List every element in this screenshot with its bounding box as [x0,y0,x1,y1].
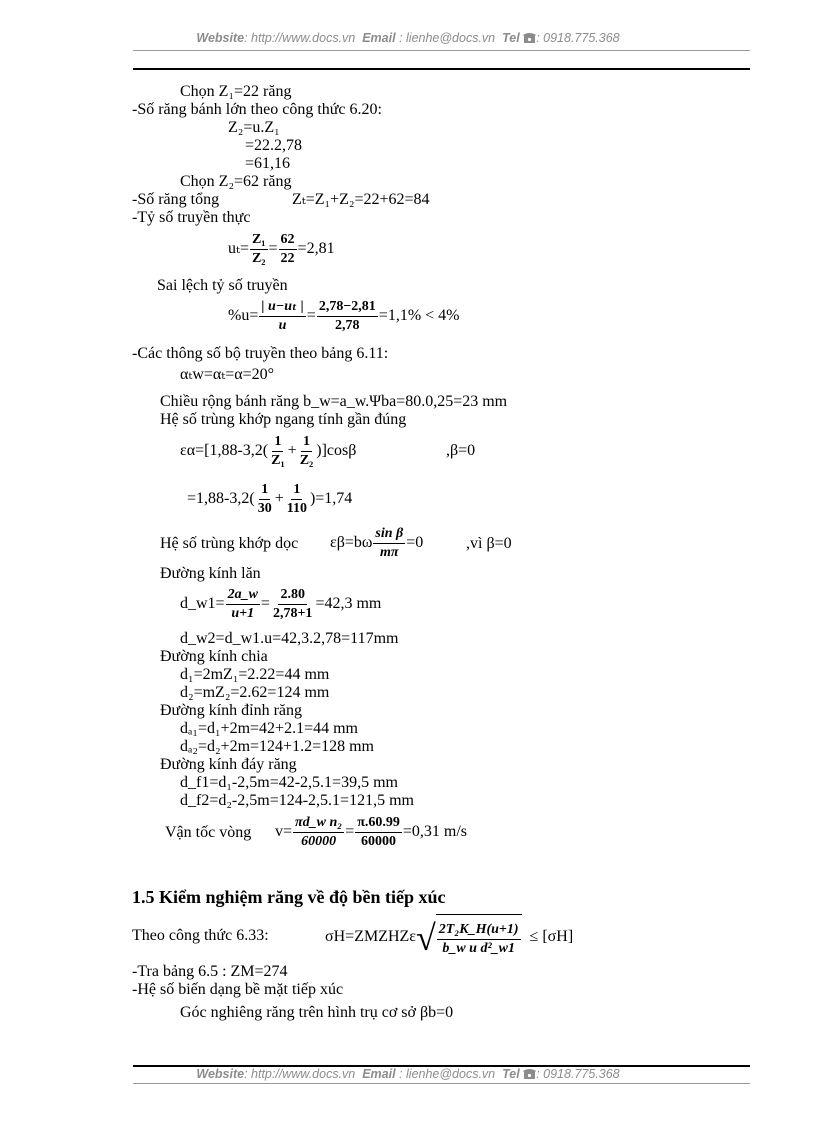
fraction [437,922,521,957]
square-root [416,914,522,961]
text-line: Z₂=u.Z₁ [228,119,280,136]
text-line: Chọn Z₁=22 răng [180,83,292,100]
text-line: Đường kính đáy răng [160,756,297,773]
fraction-numerator: sin β [373,526,405,544]
text-line: -Hệ số biến dạng bề mặt tiếp xúc [132,981,344,998]
tel-number: : 0918.775.368 [536,1067,620,1081]
text-line: dₐ₂=d₂+2m=124+1.2=128 mm [180,738,374,755]
fraction-numerator: 1 [291,482,302,500]
fraction [298,434,316,469]
fraction-denominator: u [278,317,287,333]
text-line: d_w2=d_w1.u=42,3.2,78=117mm [180,630,399,647]
fraction-denominator: 30 [257,500,272,516]
formula-text: =0 [406,534,424,551]
fraction [279,232,297,267]
fraction [226,587,260,622]
formula-text: =1,88-3,2( [187,490,255,507]
formula-dw1: d_w1= $\frac{2a\_w}{u+1}$ = $\frac{2.80}{2,78+1}$ =42,3 mm [180,586,382,621]
formula-text: %u= [228,307,259,324]
formula-text: v= [275,823,293,840]
formula-text: d_w1= [180,595,225,612]
fraction-denominator: 2,78 [335,317,360,333]
text-line: Đường kính lăn [160,565,261,582]
formula-text: )=1,74 [309,490,353,507]
text-line: Theo công thức 6.33: [132,927,269,944]
header-thick-rule [133,68,750,70]
text-line: Sai lệch tỷ số truyền [157,277,288,294]
fraction-denominator: 60000 [361,833,397,849]
formula-sigma-h [325,914,573,961]
text-line: dₐ₁=d₁+2m=42+2.1=44 mm [180,720,358,737]
fraction [285,482,309,517]
fraction [271,587,314,622]
formula-text: σH=ZMZHZε [325,928,417,946]
formula-du: %u= $\frac{\text{| u−uₜ |}}{u}$ = $\frac{2,78-2,81}{2,78}$ =1,1% < 4% [228,298,460,333]
text-line: d₂=mZ₂=2.62=124 mm [180,684,330,701]
fraction-numerator: 1 [301,434,312,452]
website-url: : http://www.docs.vn [244,1067,356,1081]
fraction [259,299,305,334]
text-line: =61,16 [245,155,291,172]
formula-text: =2,81 [297,240,335,257]
telephone-icon [523,1068,536,1079]
text-line: -Tỷ số truyền thực [132,209,251,226]
formula-text: ≤ [σH] [529,928,574,946]
fraction-denominator: b_w u d²_w1 [442,940,515,956]
fraction-denominator: Z₁ [271,452,285,468]
text-line: Chọn Z₂=62 răng [180,173,292,190]
fraction-numerator: 2a_w [226,587,260,605]
fraction-denominator: 22 [280,250,295,266]
formula-text: =0,31 m/s [402,823,468,840]
formula-epsilon-alpha: εα=[1,88-3,2( $\frac{1}{\text{Z₁}}$ + $\frac{1}{\text{Z₂}}$ )]cosβ [180,433,357,468]
website-label: Website [196,1067,245,1081]
formula-epsilon-value: =1,88-3,2( $\frac{1}{30}$ + $\frac{1}{110}$ )=1,74 [187,481,353,516]
fraction-denominator: 110 [286,500,307,516]
fraction-denominator: 2,78+1 [272,605,313,621]
formula-text: =42,3 mm [315,595,382,612]
text-line: d₁=2mZ₁=2.22=44 mm [180,666,330,683]
fraction [373,526,405,561]
formula-text: uₜ= [228,240,249,257]
fraction-denominator: Z₂ [251,250,266,266]
fraction-numerator: Z₁ [250,232,268,250]
formula-text: )]cosβ [316,442,357,459]
formula-ut: uₜ= $\frac{\text{Z₁}}{\text{Z₂}}$ = $\frac{62}{22}$ =2,81 [228,231,335,266]
fraction [317,299,378,334]
text-line: -Tra bảng 6.5 : ZM=274 [132,963,288,980]
website-url: : http://www.docs.vn [244,31,356,45]
text-line: Hệ số trùng khớp ngang tính gần đúng [160,411,407,428]
text-line: Góc nghiêng răng trên hình trụ cơ sở βb=0 [180,1004,454,1021]
formula-epsilon-beta [330,522,423,564]
fraction-numerator: 62 [279,232,297,250]
fraction-denominator: u+1 [231,605,255,621]
fraction-numerator: 2T₂K_H(u+1) [437,922,521,940]
text-line: Zₜ=Z₁+Z₂=22+62=84 [292,191,430,208]
text-line: Hệ số trùng khớp dọc [160,535,299,552]
text-line: Chiều rộng bánh răng b_w=a_w.Ψba=80.0,25=23 mm [160,393,508,410]
text-line: -Số răng tổng [132,191,220,208]
fraction-numerator: π.60.99 [355,815,402,833]
radical-sign: √ [416,917,436,958]
fraction [250,232,268,267]
email-label: Email [362,31,396,45]
footer-thin-rule [133,1083,750,1084]
fraction-denominator: 60000 [301,833,337,849]
fraction-numerator: 1 [272,434,283,452]
text-line: -Số răng bánh lớn theo công thức 6.20: [132,101,382,118]
fraction-numerator: | u−uₜ | [259,299,305,317]
telephone-icon [523,32,536,43]
text-line: Đường kính đỉnh răng [160,702,303,719]
tel-number: : 0918.775.368 [536,31,620,45]
text-line: d_f1=d₁-2,5m=42-2,5.1=39,5 mm [180,774,398,791]
fraction [293,815,344,850]
tel-label: Tel [502,1067,520,1081]
fraction-numerator: 2,78−2,81 [317,299,378,317]
formula-text: ,vì β=0 [466,535,512,552]
website-label: Website [196,31,245,45]
text-line: αₜw=αₜ=α=20° [180,366,275,383]
fraction-denominator: mπ [380,544,399,560]
radicand [436,914,522,961]
formula-text: εα=[1,88-3,2( [180,442,269,459]
fraction [256,482,274,517]
formula-velocity: v= $\frac{\text{πd\_w n₂}}{60000}$ = $\frac{\pi.60.99}{60000}$ =0,31 m/s [275,814,468,849]
formula-text: ,β=0 [446,442,476,459]
email-address: : lienhe@docs.vn [399,1067,496,1081]
formula-text: =1,1% < 4% [378,307,460,324]
page-header [0,31,816,45]
text-line: d_f2=d₂-2,5m=124-2,5.1=121,5 mm [180,792,414,809]
fraction-numerator: 1 [259,482,270,500]
text-line: =22.2,78 [245,137,303,154]
formula-text: εβ=bω [330,534,373,551]
fraction [269,434,287,469]
header-thin-rule [133,50,750,51]
page-footer [0,1067,816,1081]
text-line: -Các thông số bộ truyền theo bảng 6.11: [132,345,389,362]
fraction-denominator: Z₂ [299,452,314,468]
fraction-numerator: πd_w n₂ [293,815,344,833]
section-heading: 1.5 Kiểm nghiệm răng về độ bền tiếp xúc [132,887,446,907]
fraction-numerator: 2.80 [278,587,307,605]
text-line: Vận tốc vòng [165,824,252,841]
text-line: Đường kính chia [160,648,268,665]
email-label: Email [362,1067,396,1081]
tel-label: Tel [502,31,520,45]
email-address: : lienhe@docs.vn [399,31,496,45]
fraction [355,815,402,850]
